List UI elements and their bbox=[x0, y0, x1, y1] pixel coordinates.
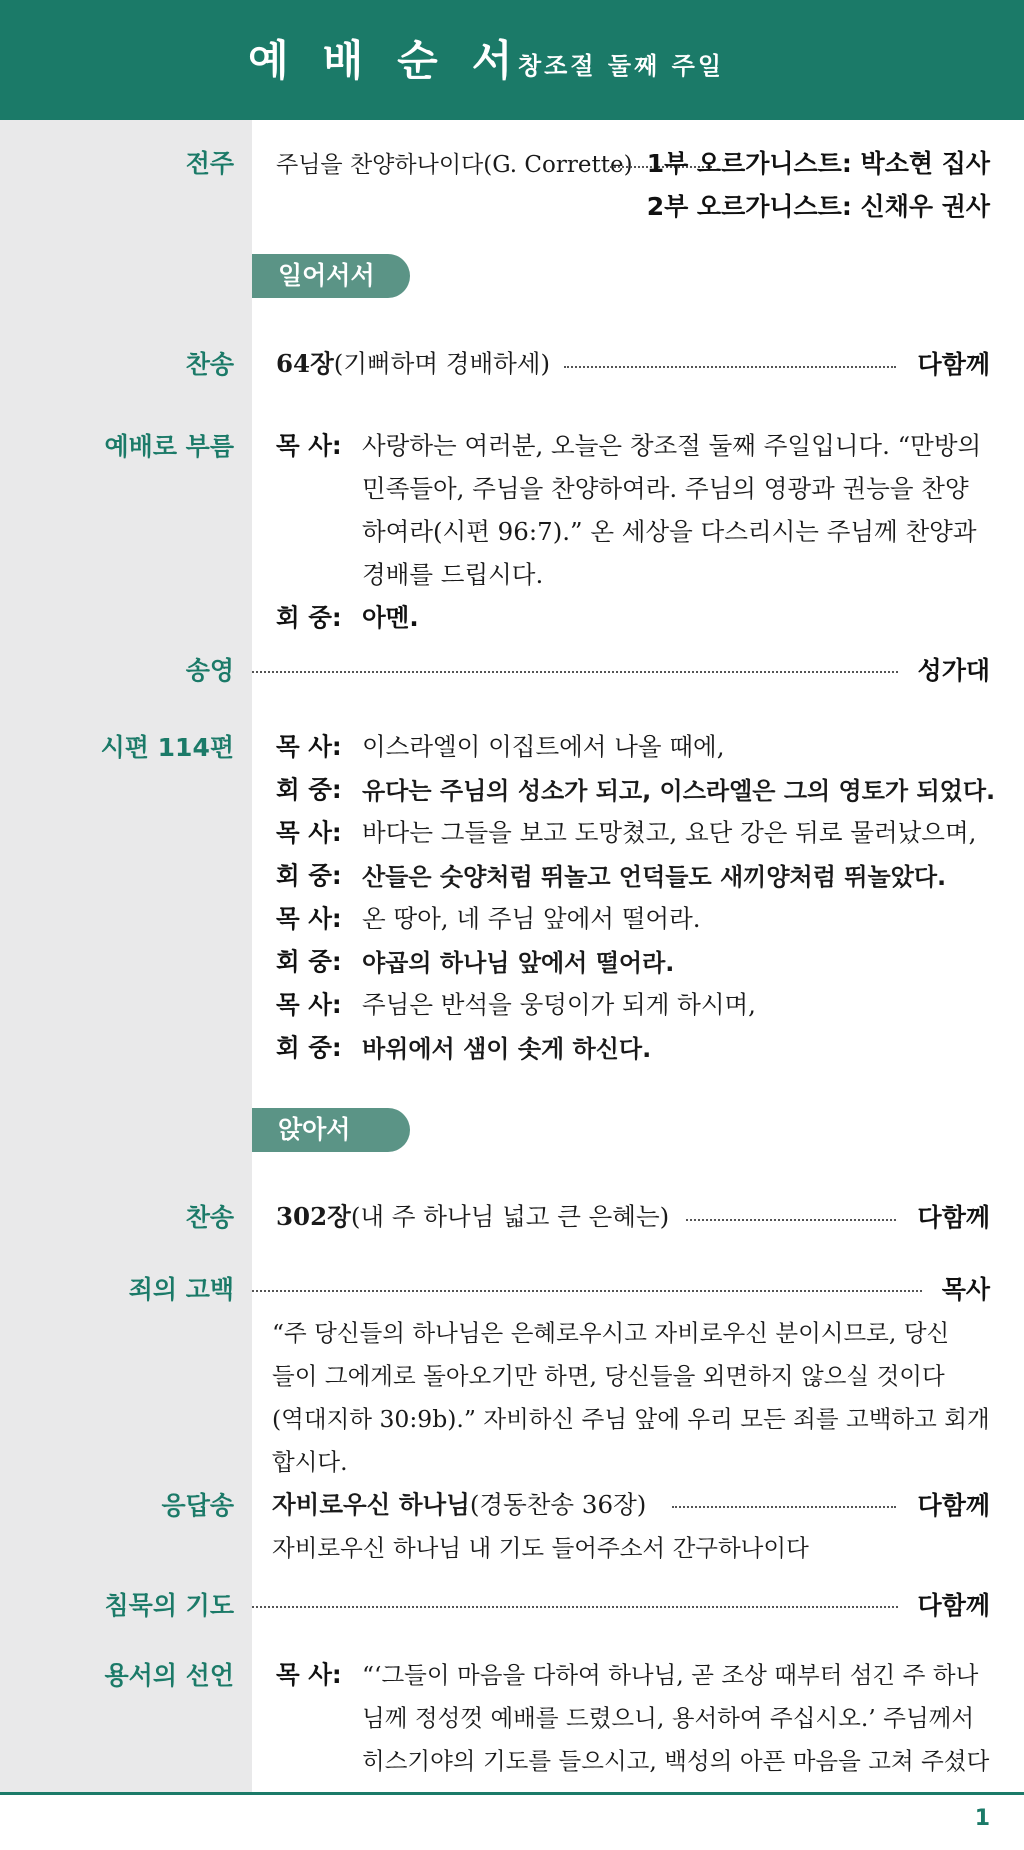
label-call-to-worship: 예배로 부름 bbox=[104, 432, 234, 461]
prelude-performer-1: 1부 오르가니스트: 박소현 집사 bbox=[646, 149, 990, 178]
psalm-speaker: 회 중: bbox=[276, 947, 342, 976]
psalm-line: 주님은 반석을 웅덩이가 되게 하시며, bbox=[362, 990, 756, 1019]
psalm-speaker: 회 중: bbox=[276, 775, 342, 804]
label-anthem: 송영 bbox=[185, 656, 234, 685]
psalm-line: 야곱의 하나님 앞에서 떨어라. bbox=[362, 949, 675, 977]
call-congregation-text: 아멘. bbox=[362, 603, 419, 632]
confession-line: 들이 그에게로 돌아오기만 하면, 당신들을 외면하지 않으실 것이다 bbox=[272, 1362, 945, 1390]
hymn-1-by: 다함께 bbox=[917, 350, 990, 379]
header-banner bbox=[0, 0, 1024, 120]
hymn-2-title: (내 주 하나님 넓고 큰 은혜는) bbox=[350, 1202, 670, 1231]
prelude-performer-2: 2부 오르가니스트: 신채우 권사 bbox=[646, 192, 990, 221]
psalm-speaker: 목 사: bbox=[276, 990, 342, 1019]
leader-dots bbox=[252, 1606, 898, 1608]
call-line: 경배를 드립시다. bbox=[362, 560, 544, 589]
psalm-line: 유다는 주님의 성소가 되고, 이스라엘은 그의 영토가 되었다. bbox=[362, 777, 996, 805]
label-hymn-1: 찬송 bbox=[185, 350, 234, 379]
psalm-line: 이스라엘이 이집트에서 나올 때에, bbox=[362, 732, 725, 761]
call-pastor-label: 목 사: bbox=[276, 431, 342, 460]
posture-sit-badge: 앉아서 bbox=[252, 1108, 410, 1152]
leader-dots bbox=[564, 366, 896, 368]
call-line: 하여라(시편 96:7).” 온 세상을 다스리시는 주님께 찬양과 bbox=[362, 517, 977, 546]
leader-dots bbox=[252, 1290, 922, 1292]
leader-dots bbox=[672, 1506, 896, 1508]
anthem-by: 성가대 bbox=[917, 656, 990, 685]
hymn-2-by: 다함께 bbox=[917, 1203, 990, 1232]
psalm-speaker: 회 중: bbox=[276, 1033, 342, 1062]
psalm-speaker: 회 중: bbox=[276, 861, 342, 890]
confession-line: “주 당신들의 하나님은 은혜로우시고 자비로우신 분이시므로, 당신 bbox=[272, 1319, 950, 1347]
confession-by: 목사 bbox=[941, 1275, 990, 1304]
label-response: 응답송 bbox=[161, 1491, 234, 1520]
psalm-line: 바다는 그들을 보고 도망쳤고, 요단 강은 뒤로 물러났으며, bbox=[362, 818, 977, 847]
response-source: (경동찬송 36장) bbox=[469, 1490, 647, 1519]
hymn-1-number: 64장 bbox=[276, 349, 334, 378]
page-title: 예배순서 bbox=[248, 36, 547, 85]
psalm-line: 온 땅아, 네 주님 앞에서 떨어라. bbox=[362, 904, 701, 933]
footer-rule bbox=[0, 1792, 1024, 1795]
label-silent-prayer: 침묵의 기도 bbox=[104, 1591, 234, 1620]
hymn-1-title: (기뻐하며 경배하세) bbox=[333, 349, 551, 378]
response-title: 자비로우신 하나님 bbox=[272, 1490, 470, 1519]
leader-dots bbox=[686, 1219, 896, 1221]
psalm-line: 산들은 숫양처럼 뛰놀고 언덕들도 새끼양처럼 뛰놀았다. bbox=[362, 863, 947, 891]
silent-prayer-by: 다함께 bbox=[917, 1591, 990, 1620]
call-congregation-label: 회 중: bbox=[276, 603, 342, 632]
label-psalm: 시편 114편 bbox=[100, 733, 234, 762]
response-by: 다함께 bbox=[917, 1491, 990, 1520]
psalm-speaker: 목 사: bbox=[276, 904, 342, 933]
response-text: 자비로우신 하나님 내 기도 들어주소서 간구하나이다 bbox=[272, 1534, 809, 1562]
psalm-speaker: 목 사: bbox=[276, 732, 342, 761]
label-confession: 죄의 고백 bbox=[128, 1275, 234, 1304]
page-subtitle: 창조절 둘째 주일 bbox=[518, 52, 724, 80]
posture-stand-badge: 일어서서 bbox=[252, 254, 410, 298]
confession-line: 합시다. bbox=[272, 1448, 348, 1476]
leader-dots bbox=[252, 671, 898, 673]
label-hymn-2: 찬송 bbox=[185, 1203, 234, 1232]
call-line: 사랑하는 여러분, 오늘은 창조절 둘째 주일입니다. “만방의 bbox=[362, 431, 982, 460]
confession-line: (역대지하 30:9b).” 자비하신 주님 앞에 우리 모든 죄를 고백하고 회개 bbox=[272, 1405, 990, 1433]
page-number: 1 bbox=[974, 1806, 990, 1831]
hymn-2-number: 302장 bbox=[276, 1202, 351, 1231]
absolution-line: 히스기야의 기도를 들으시고, 백성의 아픈 마음을 고쳐 주셨다 bbox=[362, 1747, 990, 1775]
label-prelude: 전주 bbox=[185, 149, 234, 178]
psalm-line: 바위에서 샘이 솟게 하신다. bbox=[362, 1035, 652, 1063]
psalm-speaker: 목 사: bbox=[276, 818, 342, 847]
absolution-line: “‘그들이 마음을 다하여 하나님, 곧 조상 때부터 섬긴 주 하나 bbox=[362, 1661, 979, 1689]
call-line: 민족들아, 주님을 찬양하여라. 주님의 영광과 권능을 찬양 bbox=[362, 474, 969, 503]
prelude-piece: 주님을 찬양하나이다(G. Corrette) bbox=[276, 152, 633, 178]
label-absolution: 용서의 선언 bbox=[104, 1661, 234, 1690]
absolution-line: 님께 정성껏 예배를 드렸으니, 용서하여 주십시오.’ 주님께서 bbox=[362, 1704, 975, 1732]
absolution-speaker: 목 사: bbox=[276, 1660, 342, 1689]
